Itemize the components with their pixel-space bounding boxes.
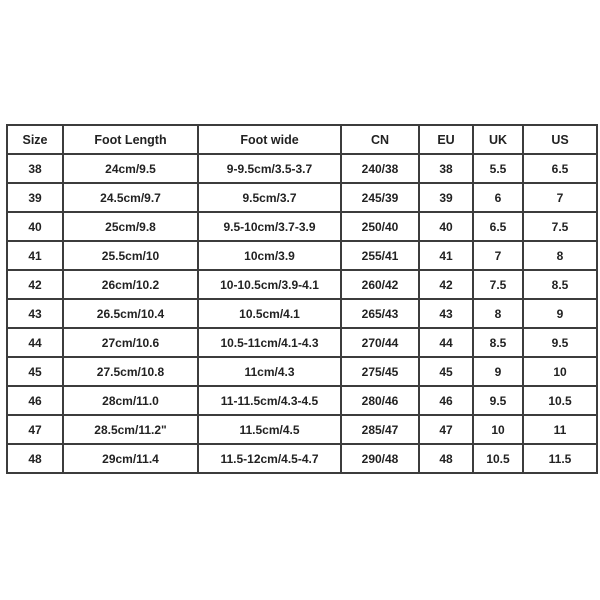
table-cell: 42 [7, 270, 63, 299]
table-cell: 27.5cm/10.8 [63, 357, 198, 386]
table-cell: 39 [7, 183, 63, 212]
table-cell: 48 [7, 444, 63, 473]
table-cell: 6.5 [523, 154, 597, 183]
table-cell: 42 [419, 270, 473, 299]
table-cell: 11.5-12cm/4.5-4.7 [198, 444, 341, 473]
table-cell: 5.5 [473, 154, 523, 183]
header-row [7, 125, 597, 154]
table-cell: 265/43 [341, 299, 419, 328]
table-cell: 47 [419, 415, 473, 444]
table-row [7, 357, 597, 386]
table-cell: 25.5cm/10 [63, 241, 198, 270]
table-cell: 41 [7, 241, 63, 270]
table-cell: 38 [7, 154, 63, 183]
table-cell: 10.5 [523, 386, 597, 415]
table-cell: 48 [419, 444, 473, 473]
table-cell: 8.5 [473, 328, 523, 357]
table-cell: 10.5-11cm/4.1-4.3 [198, 328, 341, 357]
table-cell: 24.5cm/9.7 [63, 183, 198, 212]
table-cell: 250/40 [341, 212, 419, 241]
table-cell: 47 [7, 415, 63, 444]
column-header-foot-wide: Foot wide [198, 125, 341, 154]
table-row [7, 154, 597, 183]
table-cell: 41 [419, 241, 473, 270]
column-header-size: Size [7, 125, 63, 154]
table-cell: 240/38 [341, 154, 419, 183]
table-cell: 24cm/9.5 [63, 154, 198, 183]
table-cell: 44 [7, 328, 63, 357]
table-cell: 9 [473, 357, 523, 386]
table-cell: 280/46 [341, 386, 419, 415]
table-cell: 38 [419, 154, 473, 183]
table-cell: 9.5 [523, 328, 597, 357]
table-cell: 43 [7, 299, 63, 328]
table-cell: 28cm/11.0 [63, 386, 198, 415]
table-row [7, 270, 597, 299]
table-cell: 10 [473, 415, 523, 444]
table-cell: 8 [523, 241, 597, 270]
table-row [7, 415, 597, 444]
table-row [7, 241, 597, 270]
table-cell: 290/48 [341, 444, 419, 473]
table-cell: 7.5 [523, 212, 597, 241]
table-cell: 9-9.5cm/3.5-3.7 [198, 154, 341, 183]
column-header-eu: EU [419, 125, 473, 154]
table-cell: 43 [419, 299, 473, 328]
table-cell: 26cm/10.2 [63, 270, 198, 299]
table-cell: 26.5cm/10.4 [63, 299, 198, 328]
table-cell: 9.5cm/3.7 [198, 183, 341, 212]
table-cell: 29cm/11.4 [63, 444, 198, 473]
table-cell: 40 [7, 212, 63, 241]
table-row [7, 386, 597, 415]
table-body [7, 154, 597, 473]
table-row [7, 212, 597, 241]
table-cell: 8.5 [523, 270, 597, 299]
table-cell: 46 [7, 386, 63, 415]
table-cell: 7 [523, 183, 597, 212]
column-header-us: US [523, 125, 597, 154]
table-cell: 11.5cm/4.5 [198, 415, 341, 444]
table-cell: 7.5 [473, 270, 523, 299]
column-header-foot-length: Foot Length [63, 125, 198, 154]
table-cell: 10.5cm/4.1 [198, 299, 341, 328]
size-chart-table [6, 124, 598, 474]
table-row [7, 183, 597, 212]
table-cell: 46 [419, 386, 473, 415]
table-row [7, 328, 597, 357]
table-cell: 8 [473, 299, 523, 328]
table-cell: 260/42 [341, 270, 419, 299]
table-cell: 9 [523, 299, 597, 328]
table-cell: 6.5 [473, 212, 523, 241]
table-cell: 9.5 [473, 386, 523, 415]
table-cell: 11cm/4.3 [198, 357, 341, 386]
table-cell: 245/39 [341, 183, 419, 212]
table-cell: 45 [7, 357, 63, 386]
table-cell: 40 [419, 212, 473, 241]
table-cell: 11.5 [523, 444, 597, 473]
table-cell: 28.5cm/11.2" [63, 415, 198, 444]
table-cell: 6 [473, 183, 523, 212]
column-header-uk: UK [473, 125, 523, 154]
table-cell: 9.5-10cm/3.7-3.9 [198, 212, 341, 241]
table-cell: 275/45 [341, 357, 419, 386]
table-cell: 10-10.5cm/3.9-4.1 [198, 270, 341, 299]
table-cell: 11 [523, 415, 597, 444]
table-cell: 10 [523, 357, 597, 386]
table-cell: 44 [419, 328, 473, 357]
table-cell: 270/44 [341, 328, 419, 357]
table-cell: 25cm/9.8 [63, 212, 198, 241]
table-cell: 39 [419, 183, 473, 212]
table-cell: 11-11.5cm/4.3-4.5 [198, 386, 341, 415]
table-row [7, 444, 597, 473]
table-cell: 45 [419, 357, 473, 386]
table-header [7, 125, 597, 154]
table-cell: 285/47 [341, 415, 419, 444]
table-cell: 10cm/3.9 [198, 241, 341, 270]
table-cell: 27cm/10.6 [63, 328, 198, 357]
table-cell: 255/41 [341, 241, 419, 270]
table-cell: 10.5 [473, 444, 523, 473]
table-row [7, 299, 597, 328]
column-header-cn: CN [341, 125, 419, 154]
table-cell: 7 [473, 241, 523, 270]
